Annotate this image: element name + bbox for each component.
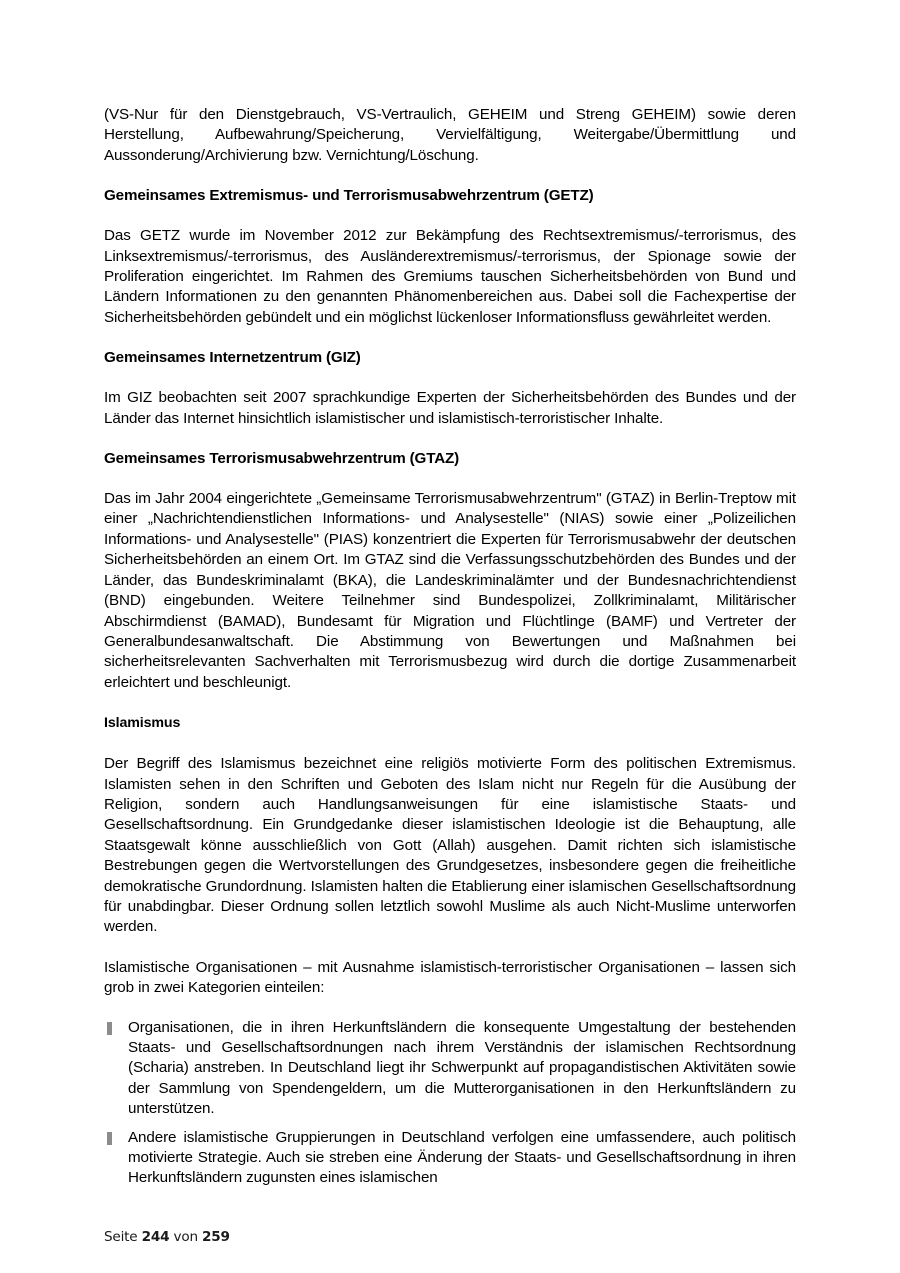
heading-gtaz: Gemeinsames Terrorismusabwehrzentrum (GTAZ) (104, 450, 460, 468)
heading-getz: Gemeinsames Extremismus- und Terrorismusabwehrzentrum (GETZ) (104, 187, 594, 205)
footer-label-of: von (173, 1229, 198, 1245)
list-item (104, 1018, 796, 1120)
list-item-text: Andere islamistische Gruppierungen in Deutschland verfolgen eine umfassendere, auch politisch motivierte Strategie. Auch sie streben eine Änderung der Staats- und Gesellschaftsordnung in ihren Herkunftsländern zugunsten eines islamischen (128, 1128, 796, 1187)
paragraph-categories-intro: Islamistische Organisationen – mit Ausnahme islamistisch-terroristischer Organisationen – lassen sich grob in zwei Kategorien einteilen: (104, 958, 796, 997)
paragraph-gtaz: Das im Jahr 2004 eingerichtete „Gemeinsame Terrorismusabwehrzentrum" (GTAZ) in Berlin-Treptow mit einer „Nachrichtendienstlichen Informations- und Analysestelle" (NIAS) sowie einer „Polizeilichen Informations- und Analysestelle" (PIAS) konzentriert die Experten für Terrorismusabwehr der deutschen Sicherheitsbehörden an einem Ort. Im GTAZ sind die Verfassungsschutzbehörden des Bundes und der Länder, das Bundeskriminalamt (BKA), die Landeskriminalämter und der Bundesnachrichtendienst (BND) eingebunden. Weitere Teilnehmer sind Bundespolizei, Zollkriminalamt, Militärischer Abschirmdienst (BAMAD), Bundesamt für Migration und Flüchtlinge (BAMF) und Vertreter der Generalbundesanwaltschaft. Die Abstimmung von Bewertungen und Maßnahmen bei sicherheitsrelevanten Sachverhalten mit Terrorismusbezug wird durch die dortige Zusammenarbeit erleichtert und beschleunigt. (104, 490, 796, 691)
paragraph-giz: Im GIZ beobachten seit 2007 sprachkundige Experten der Sicherheitsbehörden des Bundes und der Länder das Internet hinsichtlich islamistischer und islamistisch-terroristischer Inhalte. (104, 389, 796, 427)
page-footer (104, 1228, 796, 1246)
paragraph-getz: Das GETZ wurde im November 2012 zur Bekämpfung des Rechtsextremismus/-terrorismus, des Linksextremismus/-terrorismus, des Ausländerextremismus/-terrorismus, der Spionage sowie der Proliferation eingerichtet. Im Rahmen des Gremiums tauschen Sicherheitsbehörden von Bund und Ländern Informationen zu den genannten Phänomenbereichen aus. Dabei soll die Fachexpertise der Sicherheitsbehörden gebündelt und ein möglichst lückenloser Informationsfluss gewährleitet werden. (104, 227, 796, 326)
heading-giz: Gemeinsames Internetzentrum (GIZ) (104, 349, 361, 367)
heading-islamismus: Islamismus (104, 715, 181, 732)
footer-label-page: Seite (104, 1229, 138, 1245)
categories-list (104, 1018, 796, 1189)
list-item-text: Organisationen, die in ihren Herkunftsländern die konsequente Umgestaltung der bestehenden Staats- und Gesellschaftsordnungen nach ihrem Verständnis der islamischen Rechtsordnung (Scharia) anstreben. In Deutschland liegt ihr Schwerpunkt auf propagandistischen Aktivitäten sowie der Sammlung von Spendengeldern, um die Mutterorganisationen in den Herkunftsländern zu unterstützen. (128, 1018, 796, 1118)
bullet-marker-icon (107, 1132, 112, 1145)
footer-current-page: 244 (141, 1229, 170, 1245)
intro-paragraph: (VS-Nur für den Dienstgebrauch, VS-Vertraulich, GEHEIM und Streng GEHEIM) sowie deren Herstellung, Aufbewahrung/Speicherung, Vervielfältigung, Weitergabe/Übermittlung und Aussonderung/Archivierung bzw. Vernichtung/Löschung. (104, 106, 796, 164)
bullet-marker-icon (107, 1022, 112, 1035)
footer-total-pages: 259 (202, 1229, 230, 1245)
page-content (104, 105, 796, 1197)
paragraph-islamismus: Der Begriff des Islamismus bezeichnet eine religiös motivierte Form des politischen Extremismus. Islamisten sehen in den Schriften und Geboten des Islam nicht nur Regeln für die Ausübung der Religion, sondern auch Handlungsanweisungen für eine islamistische Staats- und Gesellschaftsordnung. Ein Grundgedanke dieser islamistischen Ideologie ist die Behauptung, alle Staatsgewalt könne ausschließlich von Gott (Allah) ausgehen. Damit richten sich islamistische Bestrebungen gegen die Wertvorstellungen des Grundgesetzes, insbesondere gegen die freiheitliche demokratische Grundordnung. Islamisten halten die Etablierung einer islamischen Gesellschaftsordnung für unabdingbar. Dieser Ordnung sollen letztlich sowohl Muslime als auch Nicht-Muslime unterworfen werden. (104, 755, 796, 936)
list-item (104, 1128, 796, 1189)
